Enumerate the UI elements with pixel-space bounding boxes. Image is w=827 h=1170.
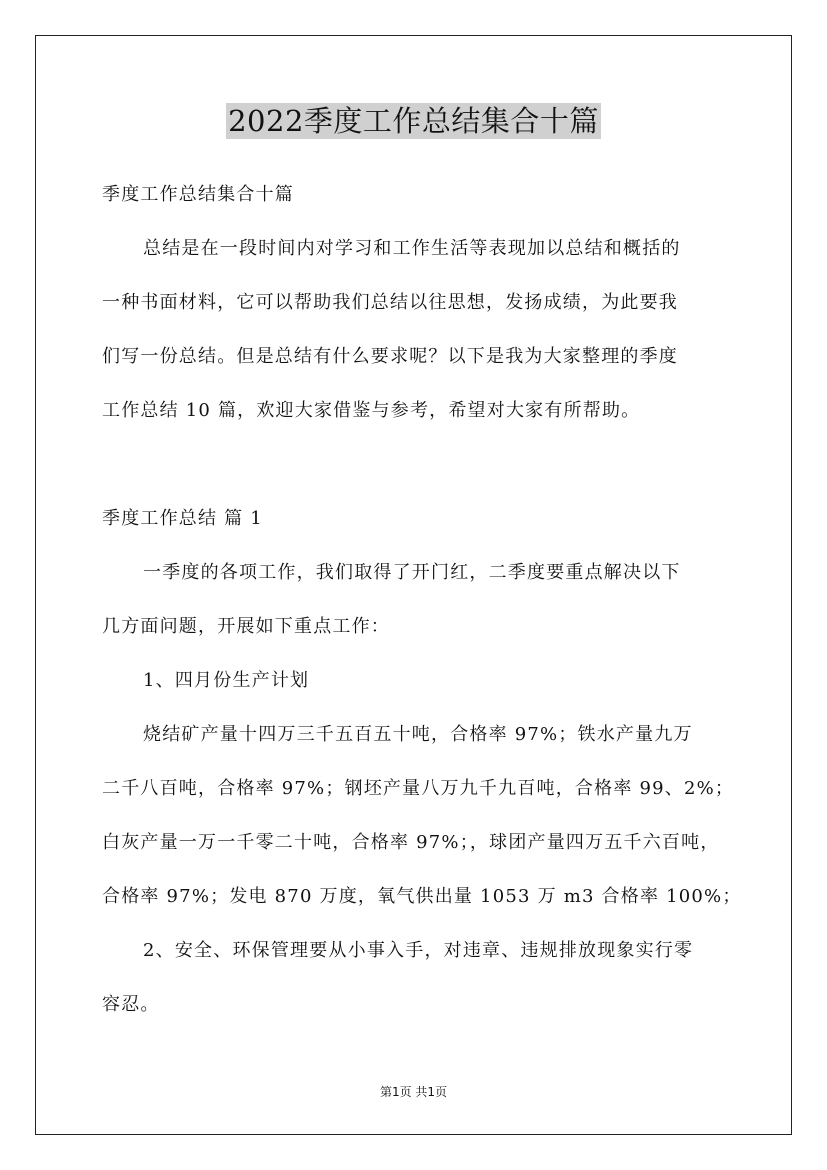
subtitle: 季度工作总结集合十篇 <box>102 184 294 205</box>
document-title: 2022季度工作总结集合十篇 <box>228 104 599 138</box>
title-container <box>0 103 827 139</box>
section-line: 2、安全、环保管理要从小事入手，对违章、违规排放现象实行零 <box>143 940 694 961</box>
page-footer: 第1页 共1页 <box>379 1085 448 1099</box>
intro-line: 工作总结 10 篇，欢迎大家借鉴与参考，希望对大家有所帮助。 <box>102 400 641 421</box>
section-line: 容忍。 <box>102 994 160 1015</box>
section-line: 一季度的各项工作，我们取得了开门红，二季度要重点解决以下 <box>143 562 681 583</box>
section-line: 几方面问题，开展如下重点工作： <box>102 616 390 637</box>
section-line: 合格率 97%；发电 870 万度，氧气供出量 1053 万 m3 合格率 100%； <box>102 886 742 907</box>
section-line: 1、四月份生产计划 <box>143 670 310 691</box>
intro-line: 们写一份总结。但是总结有什么要求呢？以下是我为大家整理的季度 <box>102 346 678 367</box>
section-line: 烧结矿产量十四万三千五百五十吨，合格率 97%；铁水产量九万 <box>143 724 693 745</box>
section-line: 二千八百吨，合格率 97%；钢坯产量八万九千九百吨，合格率 99、2%； <box>102 778 735 799</box>
intro-line: 总结是在一段时间内对学习和工作生活等表现加以总结和概括的 <box>143 238 681 259</box>
intro-line: 一种书面材料，它可以帮助我们总结以往思想，发扬成绩，为此要我 <box>102 292 678 313</box>
section-line: 白灰产量一万一千零二十吨，合格率 97%；，球团产量四万五千六百吨， <box>102 832 720 853</box>
section-heading: 季度工作总结 篇 1 <box>102 508 263 529</box>
